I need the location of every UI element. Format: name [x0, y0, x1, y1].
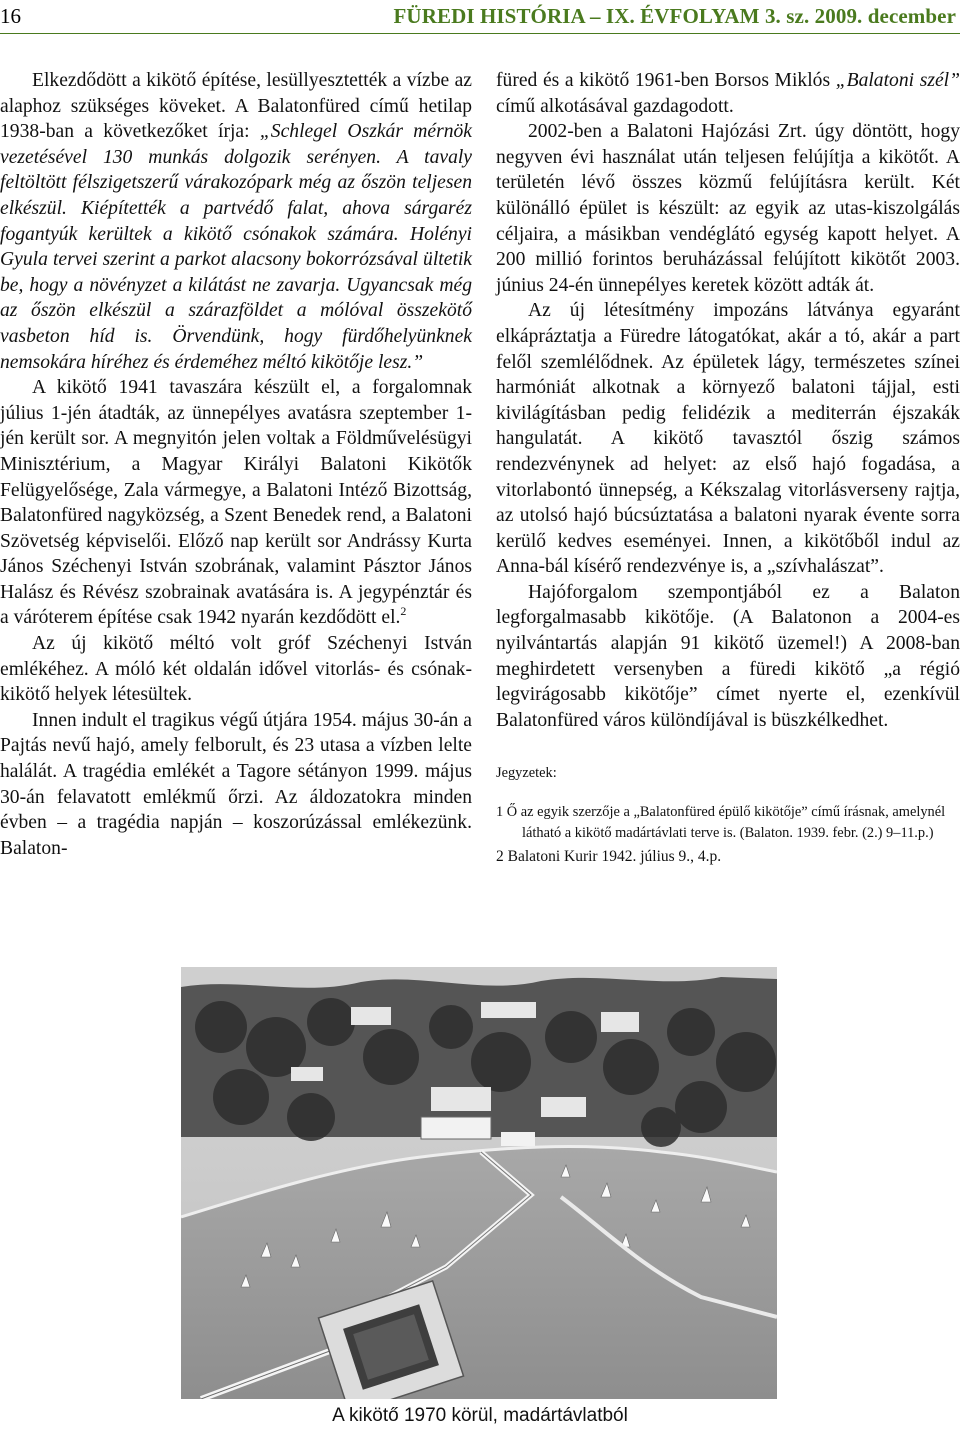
paragraph	[496, 68, 960, 119]
footnotes	[496, 763, 960, 867]
paragraph-text: füred és a kikötő 1961-ben Borsos Miklós	[496, 70, 836, 91]
left-column	[0, 68, 472, 861]
paragraph	[0, 68, 472, 375]
paragraph: Az új kikötő méltó volt gróf Széchenyi István emlékéhez. A móló két oldalán idővel vitorlás- és csónak-kikötő helyek létesültek.	[0, 633, 472, 706]
running-head: FÜREDI HISTÓRIA – IX. ÉVFOLYAM 3. sz. 2009. december	[393, 4, 956, 28]
paragraph: 2002-ben a Balatoni Hajózási Zrt. úgy döntött, hogy negyven évi használat után teljesen felújítja a kikötőt. A területén lévő összes közmű felújításra került. Két különálló épület is készült: az egyik az utas-kiszolgálás céljaira, a másikban vendéglátó egység kapott helyet. A 200 millió forintos beruházással felújított kikötőt 2003. június 24-én ünnepélyes keretek között adták át.	[496, 121, 960, 296]
footnote-1: 1 Ő az egyik szerzője a „Balatonfüred épülő kikötője” című írásnak, amelynél látható a kikötő madártávlati terve is. (Balaton. 1939. febr. (2.) 9–11.p.)	[496, 804, 946, 842]
paragraph: Innen indult el tragikus végű útjára 1954. május 30-án a Pajtás nevű hajó, amely felborult, és 23 utasa a vízben lelte halálát. A tragédia emlékét a Tagore sétányon 1999. május 30-án felavatott emlékmű őrzi. Az áldozatokra minden évben – a tragédia napján – koszorúzással emlékezünk. Balaton-	[0, 709, 472, 859]
paragraph-text: A kikötő 1941 tavaszára készült el, a forgalomnak július 1-jén átadták, az ünnepélyes avatásra szeptember 1-jén került sor. A megnyitón jelen voltak a Földművelésügyi Minisztérium, a Magyar Királyi Balatoni Kikötők Felügyelősége, Zala vármegye, a Balatoni Intéző Bizottság, Balatonfüred nagyközség, a Szent Benedek rend, a Balatoni Szövetség képviselői. Előző nap került sor Andrássy Kurta János Széchenyi István szobrának, valamint Pásztor János Halász és Révész szobrainak avatására is. A jegypénztár és a váróterem építése csak 1942 nyarán kezdődött el.	[0, 377, 472, 629]
paragraph	[0, 375, 472, 631]
right-column	[496, 68, 960, 867]
footnote-2: 2 Balatoni Kurir 1942. július 9., 4.p.	[496, 848, 722, 866]
page-number: 16	[0, 4, 21, 28]
aerial-photo-harbor	[181, 967, 777, 1399]
paragraph: Hajóforgalom szempontjából ez a Balaton legforgalmasabb kikötője. (A Balatonon a 2004-es nyilvántartás alapján 91 kikötő üzemel!) A 2008-ban meghirdetett versenyben a füredi kikötő „a régió legvirágosabb kikötője” címet nyerte el, ezenkívül Balatonfüred város különdíjával is büszkélkedhet.	[496, 581, 960, 731]
footnotes-heading: Jegyzetek:	[496, 765, 557, 782]
paragraph-text: című alkotásával gazdagodott.	[496, 95, 734, 117]
header-rule	[0, 33, 960, 34]
paragraph: Az új létesítmény impozáns látványa egyaránt elkápráztatja a Füredre látogatókat, akár a tó, akár a part felől szemlélődnek. Az épületek lágy, természetes színei harmóniát alkotnak a környező balatoni tájjal, esti kivilágításban pedig felidézik a mediterrán éjszakák hangulatát. A kikötő tavasztól őszig számos rendezvénynek ad helyet: az első hajó fogadása, a vitorlabontó ünnepség, a Kékszalag vitorlásverseny rajtja, az utolsó hajó búcsúztatása a balatoni nyarak évente sorra kerülő kedves eseményei. Innen, a kikötőből indul az Anna-bál kísérő rendezvénye is, a „szívhalászat”.	[496, 300, 960, 578]
paragraph-text: Elkezdődött a kikötő építése, lesüllyesztették a vízbe az alaphoz szükséges köveket. A Balatonfüred című hetilap 1938-ban a következőket írja:	[0, 70, 472, 143]
footnote-ref: 2	[400, 604, 407, 619]
photo-caption: A kikötő 1970 körül, madártávlatból	[332, 1405, 628, 1426]
quote-text: „Schlegel Oszkár mérnök vezetésével 130 munkás dolgozik serényen. A tavaly feltöltött félszigetszerű várakozópark még az őszön teljesen elkészül. Kiépítették a partvédő falat, ahova sárgaréz fogantyúk kerültek a kikötő csónakok számára. Holényi Gyula tervei szerint a parkot alacsony bokorrózsával ültetik be, hogy a növényzet a kilátást ne zavarja. Ugyancsak még az őszön elkészül a szárazföldet a mólóval összekötő vasbeton híd is. Örvendünk, hogy fürdőhelyünknek nemsokára híréhez és érdeméhez méltó kikötője lesz.”	[0, 121, 472, 373]
artwork-title: „Balatoni szél”	[835, 70, 960, 91]
aerial-photo-image	[181, 967, 777, 1399]
page-header	[0, 0, 960, 34]
